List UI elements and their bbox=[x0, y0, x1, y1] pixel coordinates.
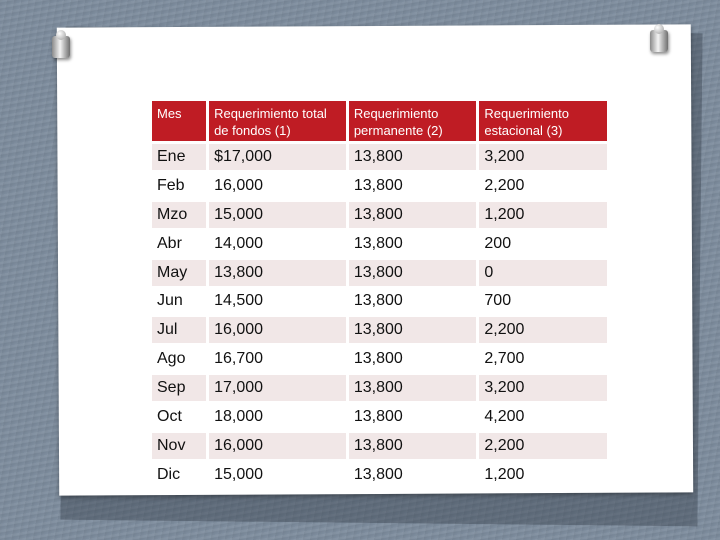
cell-month: Ago bbox=[152, 346, 206, 372]
cell-total: $17,000 bbox=[209, 144, 346, 170]
header-cell-seasonal: Requerimiento estacional (3) bbox=[479, 101, 607, 141]
table-row bbox=[152, 202, 607, 228]
cell-seasonal: 1,200 bbox=[479, 202, 607, 228]
cell-seasonal: 700 bbox=[479, 289, 607, 315]
cell-seasonal: 200 bbox=[479, 231, 607, 257]
cell-permanent: 13,800 bbox=[349, 404, 477, 430]
table-row bbox=[152, 404, 607, 430]
cell-month: Oct bbox=[152, 404, 206, 430]
cell-total: 15,000 bbox=[209, 462, 346, 488]
cell-seasonal: 2,200 bbox=[479, 317, 607, 343]
header-cell-permanent: Requerimiento permanente (2) bbox=[349, 101, 477, 141]
table-row bbox=[152, 173, 607, 199]
cell-seasonal: 2,200 bbox=[479, 173, 607, 199]
cell-month: Sep bbox=[152, 375, 206, 401]
table-row bbox=[152, 346, 607, 372]
cell-month: Feb bbox=[152, 173, 206, 199]
cell-total: 16,000 bbox=[209, 173, 346, 199]
table-row bbox=[152, 144, 607, 170]
cell-month: Mzo bbox=[152, 202, 206, 228]
cell-permanent: 13,800 bbox=[349, 433, 477, 459]
table-row bbox=[152, 462, 607, 488]
cell-seasonal: 4,200 bbox=[479, 404, 607, 430]
cell-permanent: 13,800 bbox=[349, 289, 477, 315]
cell-total: 14,000 bbox=[209, 231, 346, 257]
funds-requirement-table bbox=[149, 98, 610, 491]
cell-permanent: 13,800 bbox=[349, 231, 477, 257]
cell-seasonal: 3,200 bbox=[479, 144, 607, 170]
table-row bbox=[152, 433, 607, 459]
cell-month: Abr bbox=[152, 231, 206, 257]
cell-total: 16,000 bbox=[209, 317, 346, 343]
cell-month: Jul bbox=[152, 317, 206, 343]
cell-total: 16,700 bbox=[209, 346, 346, 372]
cell-total: 17,000 bbox=[209, 375, 346, 401]
pushpin-icon bbox=[52, 36, 70, 58]
cell-month: Dic bbox=[152, 462, 206, 488]
cell-permanent: 13,800 bbox=[349, 260, 477, 286]
cell-seasonal: 0 bbox=[479, 260, 607, 286]
cell-seasonal: 2,700 bbox=[479, 346, 607, 372]
cell-seasonal: 1,200 bbox=[479, 462, 607, 488]
cell-seasonal: 3,200 bbox=[479, 375, 607, 401]
cell-permanent: 13,800 bbox=[349, 346, 477, 372]
table-row bbox=[152, 375, 607, 401]
cell-month: May bbox=[152, 260, 206, 286]
header-cell-total: Requerimiento total de fondos (1) bbox=[209, 101, 346, 141]
cell-month: Jun bbox=[152, 289, 206, 315]
table-row bbox=[152, 289, 607, 315]
cell-permanent: 13,800 bbox=[349, 317, 477, 343]
cell-permanent: 13,800 bbox=[349, 375, 477, 401]
header-cell-month: Mes bbox=[152, 101, 206, 141]
cell-total: 15,000 bbox=[209, 202, 346, 228]
cell-total: 18,000 bbox=[209, 404, 346, 430]
pushpin-icon bbox=[650, 30, 668, 52]
cell-total: 16,000 bbox=[209, 433, 346, 459]
cell-month: Nov bbox=[152, 433, 206, 459]
cell-permanent: 13,800 bbox=[349, 173, 477, 199]
table-row bbox=[152, 260, 607, 286]
cell-permanent: 13,800 bbox=[349, 144, 477, 170]
cell-permanent: 13,800 bbox=[349, 202, 477, 228]
table-row bbox=[152, 231, 607, 257]
cell-seasonal: 2,200 bbox=[479, 433, 607, 459]
cell-total: 13,800 bbox=[209, 260, 346, 286]
header-row bbox=[152, 101, 607, 141]
cell-permanent: 13,800 bbox=[349, 462, 477, 488]
cell-total: 14,500 bbox=[209, 289, 346, 315]
table-row bbox=[152, 317, 607, 343]
cell-month: Ene bbox=[152, 144, 206, 170]
